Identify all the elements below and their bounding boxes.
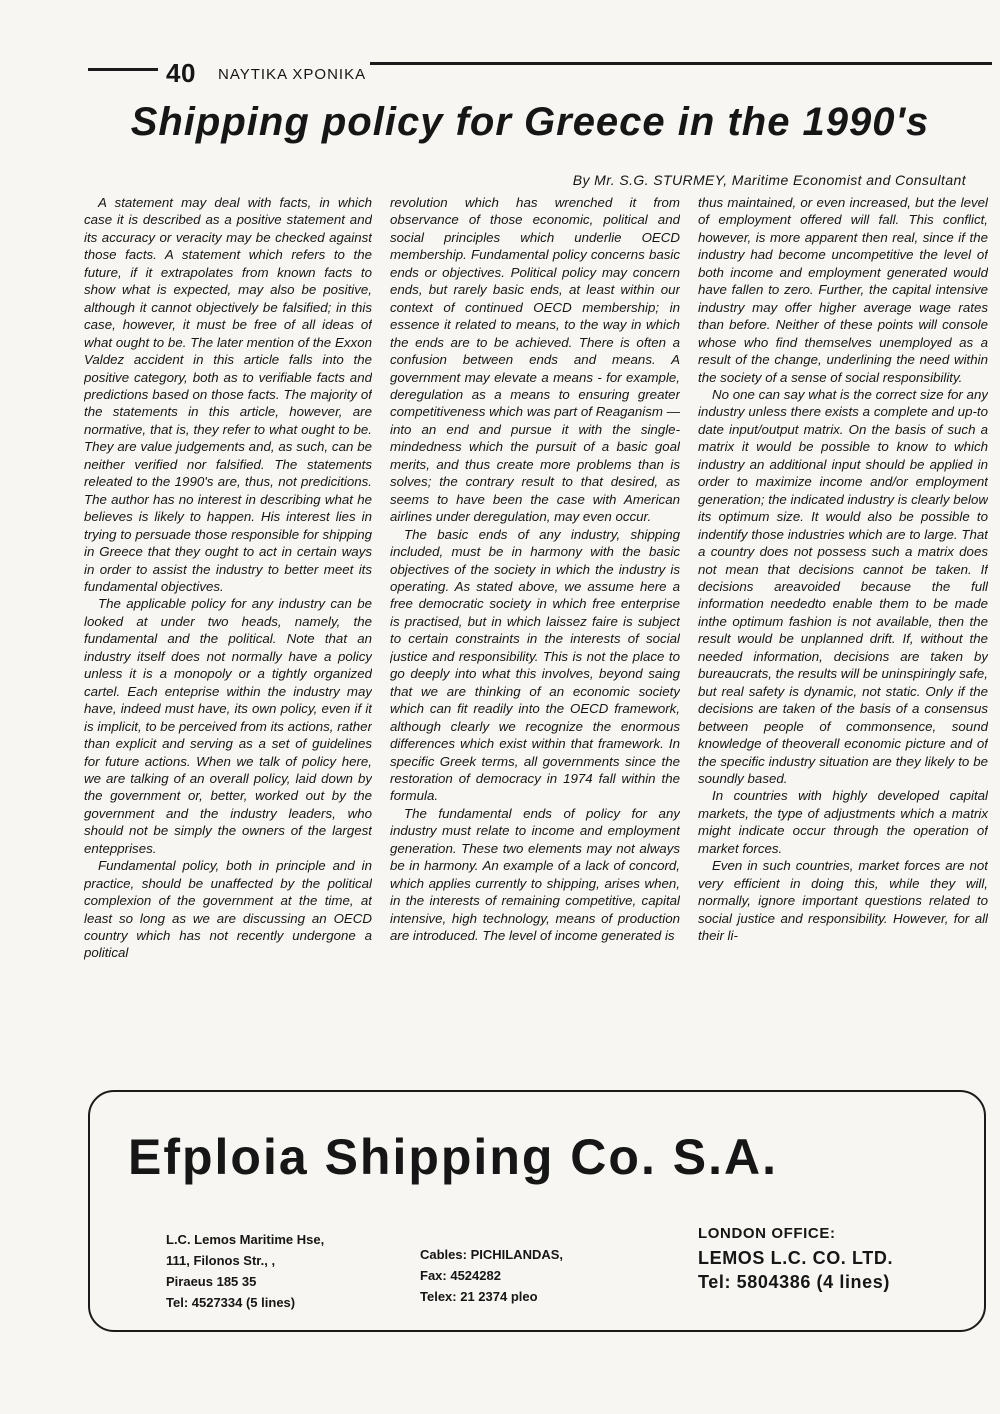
address-line: Piraeus 185 35 — [166, 1274, 257, 1289]
article-title: Shipping policy for Greece in the 1990's — [130, 100, 930, 144]
paragraph: The fundamental ends of policy for any industry must relate to income and employment generation. These two elements may not always be in harmony. An example of a lack of concord, which applies currently to shipping, arises when, in the interests of remaining competitive, capital intensive, high technology, means of production are introduced. The level of income generated is — [390, 805, 680, 944]
page-number: 40 — [166, 58, 196, 88]
header-rule-left — [88, 68, 158, 71]
paragraph: thus maintained, or even increased, but the level of employment offered will fall. This conflict, however, is more apparent then real, since if the industry had become uncompetitive the level of both income and employment generated would have fallen to zero. Further, the capital intensive industry may offer higher average wage rates than before. Neither of these points will console whose who find themselves unemployed as a result of the change, underlining the need within the society of a sense of social responsibility. — [698, 195, 988, 385]
header-rule-right — [370, 62, 992, 65]
contact-line: Telex: 21 2374 pleo — [420, 1289, 538, 1304]
paragraph: Fundamental policy, both in principle and in practice, should be unaffected by the political complexion of the government at the time, at least so long as we are discussing an OECD country which has not recently undergone a political — [84, 858, 372, 961]
paragraph: The basic ends of any industry, shipping included, must be in harmony with the basic objectives of the society in which the industry is operating. As stated above, we assume here a free democratic society in which free enterprise is practised, but in which laissez faire is subject to certain constraints in the interests of social justice and responsibility. This is not the place to go deeply into what this involves, beyond saing that we are thinking of an economic society which can fit readily into the OECD framework, although clearly we recognize the enormous differences which exist within that framework. In specific Greek terms, all governments since the restoration of democracy in 1974 fall within the formula. — [390, 526, 680, 804]
paragraph: No one can say what is the correct size for any industry unless there exists a complete and up-to date input/output matrix. On the basis of such a matrix it would be possible to know to which industry an additional input should be applied in order to maximize income and/or employment generation; the indicated industry is clearly below its optimum size. It would also be possible to indentify those industries which are to large. That a country does not possess such a matrix does not mean that decisions cannot be taken. If decisions areavoided because the full information neededto enable them to be made inthe optimum fashion is not available, then the result would be unplanned drift. If, without the needed information, decisions are taken by bureaucrats, the results will be uninspiringly safe, but real safety is dynamic, not static. Only if the decisions are taken of the basis of a consensus between people of commonsence, sound knowledge of theoverall economic picture and of the specific industry situation are they likely to be soundly based. — [698, 386, 988, 786]
advertisement-address — [166, 1229, 324, 1313]
address-line: Tel: 4527334 (5 lines) — [166, 1295, 296, 1310]
advertisement-company-name: Efploia Shipping Co. S.A. — [128, 1129, 778, 1185]
article-column-2 — [390, 194, 680, 1090]
paragraph: A statement may deal with facts, in which case it is described as a positive statement and its accuracy or veracity may be checked against those facts. A statement which refers to the future, if it extrapolates from known facts to show what is expected, may also be positive, although it cannot objectively be falsified; in this case, however, it must be free of all ideas of what ought to be. The later mention of the Exxon Valdez accident in this article falls into the positive category, both as to verifiable facts and predictions based on those facts. The majority of the statements in this article, however, are normative, that is, they refer to what ought to be. They are value judgements and, as such, can be neither verified nor falsified. The statements releated to the 1990's are, thus, not predicitions. The author has no interest in describing what he believes is likely to happen. His interest lies in trying to persuade those responsible for shipping in Greece that they ought to act in certain ways in order to assist the industry to better meet its fundamental objectives. — [84, 195, 372, 594]
paragraph: Even in such countries, market forces are not very efficient in doing this, while they will, normally, ignore important questions related to social justice and responsibility. However, for all their li- — [698, 858, 988, 944]
article-byline: By Mr. S.G. STURMEY, Maritime Economist and Consultant — [572, 172, 966, 188]
contact-line: Fax: 4524282 — [420, 1268, 501, 1283]
london-office-heading: LONDON OFFICE: — [698, 1225, 836, 1242]
london-office — [698, 1222, 893, 1294]
paragraph: revolution which has wrenched it from observance of those economic, political and social principles which underlie OECD membership. Fundamental policy concerns basic ends or objectives. Political policy may concern ends, but rarely basic ends, at least within our context of continued OECD membership; in essence it related to means, to the way in which the ends are to be achieved. There is often a confusion between ends and means. A government may elevate a means - for example, deregulation as a means to ensuring greater competitiveness which was part of Reaganism — into an end and pursue it with the single- mindedness which the pursuit of a basic goal merits, and thus create more problems than is solves; the contrary result to that desired, as seems to have been the case with American airlines under deregulation, may even occur. — [390, 195, 680, 525]
paragraph: In countries with highly developed capital markets, the type of adjustments which a matrix might indicate occur through the operation of market forces. — [698, 788, 988, 856]
article-column-1 — [84, 194, 372, 1090]
paragraph: The applicable policy for any industry can be looked at under two heads, namely, the fundamental and the political. Note that an industry itself does not normally have a policy unless it is a monopoly or a tightly organized cartel. Each enteprise within the industry may have, indeed must have, its own policy, even if it is implicit, to be perceived from its actions, rather than explicit and serving as a set of guidelines for future actions. When we talk of policy here, we are talking of an overall policy, laid down by the government or, better, worked out by the government and the industry leaders, who should not be simply the owners of the largest entepprises. — [84, 596, 372, 856]
publication-name: ΝΑΥΤΙΚΑ ΧΡΟΝΙΚΑ — [218, 66, 367, 83]
address-line: L.C. Lemos Maritime Hse, — [166, 1232, 325, 1247]
contact-line: Cables: PICHILANDAS, — [420, 1247, 564, 1262]
advertisement-contacts — [420, 1244, 563, 1307]
london-office-company: LEMOS L.C. CO. LTD. — [698, 1248, 894, 1268]
london-office-phone: Tel: 5804386 (4 lines) — [698, 1272, 890, 1292]
address-line: 111, Filonos Str., , — [166, 1253, 276, 1268]
article-column-3 — [698, 194, 988, 1090]
